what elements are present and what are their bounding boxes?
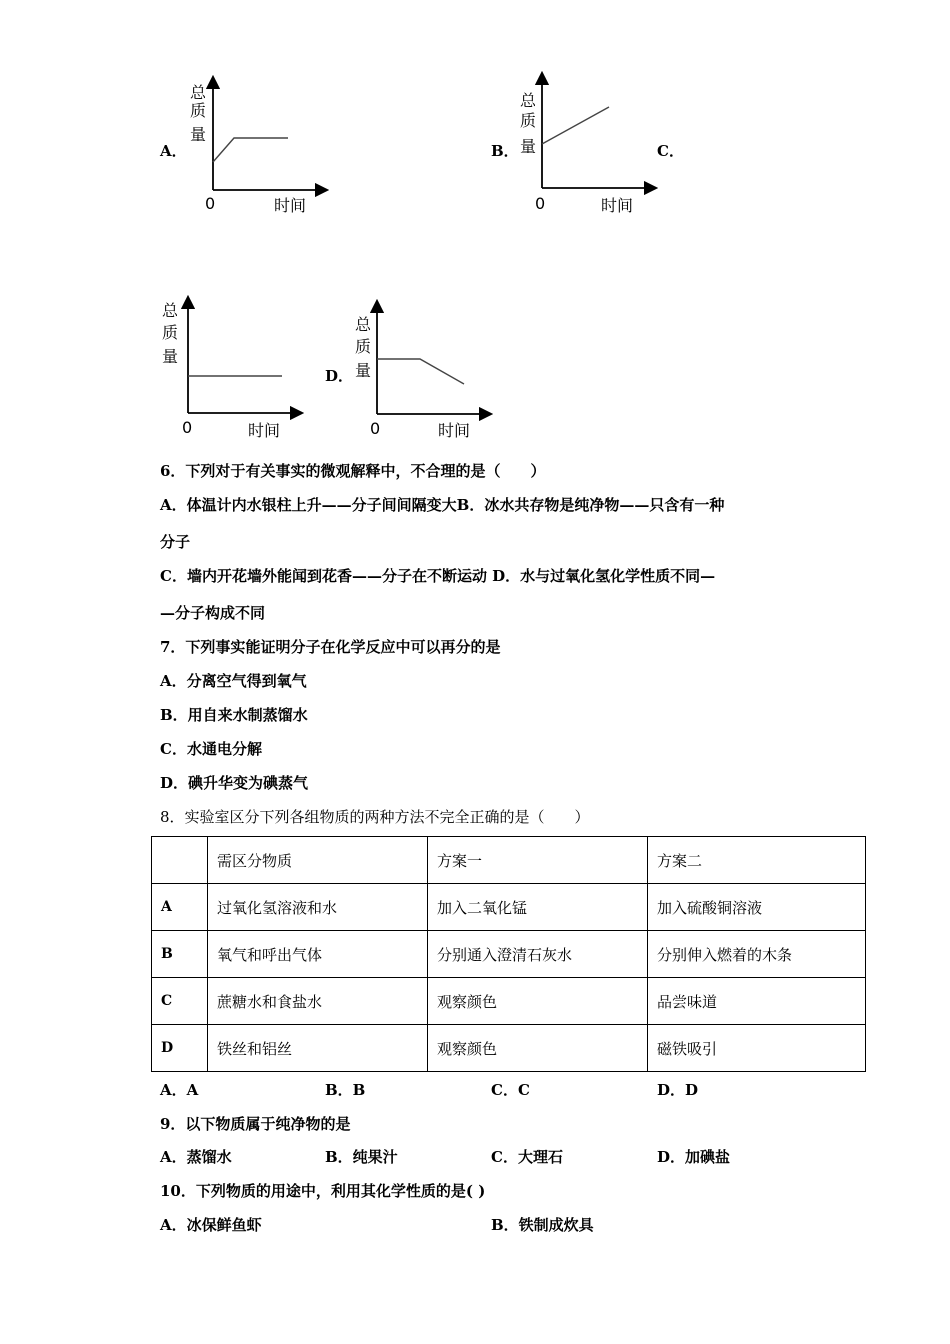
option-d-label: D． [325, 367, 354, 385]
table-header-row [152, 837, 866, 884]
y-label-1: 总 [162, 301, 179, 320]
table-cell: 铁丝和铝丝 [208, 1025, 428, 1072]
q8-answer-a: A．A [160, 1081, 199, 1099]
x-label: 时间 [248, 421, 281, 440]
y-label-3: 量 [190, 125, 207, 144]
y-label-1: 总 [520, 91, 537, 110]
q7-stem: 7．下列事实能证明分子在化学反应中可以再分的是 [160, 638, 501, 656]
q6-line-2: 分子 [160, 533, 191, 551]
q8-answer-b: B．B [325, 1081, 366, 1099]
table-cell: 磁铁吸引 [648, 1025, 866, 1072]
q9-option-b: B．纯果汁 [325, 1148, 398, 1166]
mass-curve [213, 138, 288, 162]
q6-line-1: A．体温计内水银柱上升——分子间间隔变大B．冰水共存物是纯净物——只含有一种 [160, 496, 725, 514]
y-label-1: 总 [190, 83, 207, 102]
q9-option-d: D．加碘盐 [657, 1148, 731, 1166]
q8-answer-c: C．C [491, 1081, 530, 1099]
q6-stem: 6．下列对于有关事实的微观解释中，不合理的是（ ） [160, 462, 546, 480]
table-cell: 蔗糖水和食盐水 [208, 978, 428, 1025]
table-cell: 氧气和呼出气体 [208, 931, 428, 978]
table-cell: 过氧化氢溶液和水 [208, 884, 428, 931]
option-c-label: C． [657, 142, 684, 160]
option-b-label: B． [491, 142, 519, 160]
y-label-3: 量 [520, 137, 537, 156]
q9-stem: 9．以下物质属于纯净物的是 [160, 1115, 351, 1133]
table-cell: 加入二氧化锰 [428, 884, 648, 931]
mass-curve [377, 359, 464, 384]
y-label-2: 质 [162, 323, 179, 342]
table-row [152, 978, 866, 1025]
q10-stem: 10．下列物质的用途中，利用其化学性质的是( ) [160, 1182, 486, 1200]
q10-option-b: B．铁制成炊具 [491, 1216, 594, 1234]
graph-d [352, 300, 497, 445]
y-label-2: 质 [355, 337, 372, 356]
origin-label: 0 [205, 194, 216, 213]
y-label-2: 质 [520, 111, 537, 130]
graph-c [160, 296, 305, 446]
q8-table [151, 836, 866, 1072]
table-header-cell [152, 837, 208, 884]
x-label: 时间 [274, 196, 307, 215]
table-cell: 分别通入澄清石灰水 [428, 931, 648, 978]
q7-option-b: B．用自来水制蒸馏水 [160, 706, 308, 724]
origin-label: 0 [182, 418, 193, 437]
y-label-3: 量 [355, 361, 372, 380]
q9-option-c: C．大理石 [491, 1148, 563, 1166]
q9-option-a: A．蒸馏水 [160, 1148, 232, 1166]
origin-label: 0 [370, 419, 381, 438]
option-a-label: A． [160, 142, 187, 160]
y-label-3: 量 [162, 347, 179, 366]
table-header-cell: 方案二 [648, 837, 866, 884]
y-label-2: 质 [190, 101, 207, 120]
table-cell: 观察颜色 [428, 1025, 648, 1072]
table-cell: D [152, 1025, 208, 1072]
q8-stem: 8．实验室区分下列各组物质的两种方法不完全正确的是（ ） [160, 808, 590, 826]
q6-line-4: —分子构成不同 [160, 604, 266, 622]
mass-curve [542, 107, 609, 144]
x-label: 时间 [438, 421, 471, 440]
table-cell: B [152, 931, 208, 978]
table-cell: 观察颜色 [428, 978, 648, 1025]
table-header-cell: 需区分物质 [208, 837, 428, 884]
table-row [152, 884, 866, 931]
table-cell: A [152, 884, 208, 931]
q7-option-c: C．水通电分解 [160, 740, 262, 758]
y-label-1: 总 [355, 315, 372, 334]
q8-answer-d: D．D [657, 1081, 699, 1099]
x-label: 时间 [601, 196, 634, 215]
q6-line-3: C．墙内开花墙外能闻到花香——分子在不断运动 D．水与过氧化氢化学性质不同— [160, 567, 716, 585]
table-cell: 分别伸入燃着的木条 [648, 931, 866, 978]
q7-option-d: D．碘升华变为碘蒸气 [160, 774, 309, 792]
table-header-cell: 方案一 [428, 837, 648, 884]
table-cell: C [152, 978, 208, 1025]
table-cell: 加入硫酸铜溶液 [648, 884, 866, 931]
table-row [152, 1025, 866, 1072]
q7-option-a: A．分离空气得到氧气 [160, 672, 307, 690]
graph-a [186, 76, 331, 221]
table-row [152, 931, 866, 978]
graph-b [515, 76, 660, 221]
q10-option-a: A．冰保鲜鱼虾 [160, 1216, 262, 1234]
origin-label: 0 [535, 194, 546, 213]
table-cell: 品尝味道 [648, 978, 866, 1025]
